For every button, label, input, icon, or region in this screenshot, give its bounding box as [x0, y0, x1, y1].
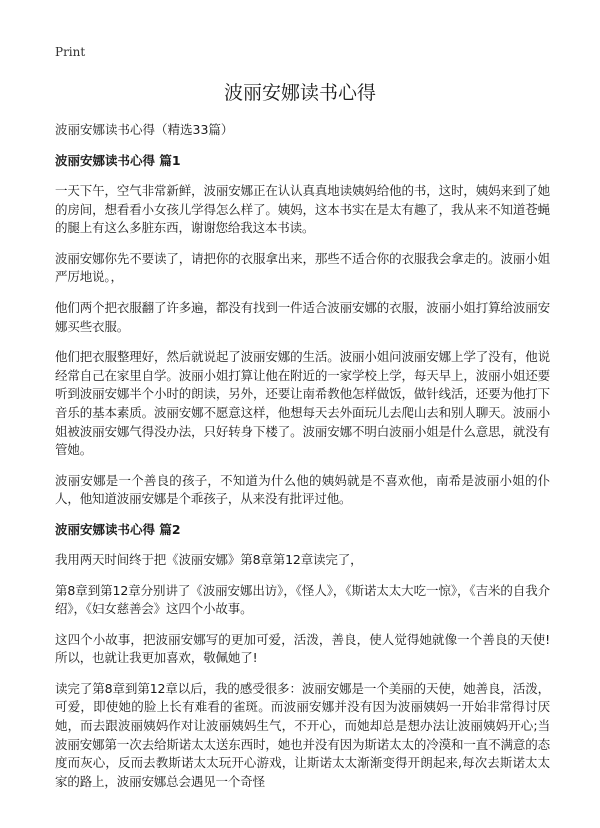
- print-link[interactable]: Print: [55, 45, 86, 59]
- paragraph: 波丽安娜你先不要读了，请把你的衣服拿出来，那些不适合你的衣服我会拿走的。波丽小姐严厉地说。，: [55, 250, 550, 285]
- paragraph: 他们两个把衣服翻了许多遍，都没有找到一件适合波丽安娜的衣服，波丽小姐打算给波丽安娜买些衣服。: [55, 299, 550, 334]
- document-title: 波丽安娜读书心得: [223, 82, 376, 104]
- section-heading: 波丽安娜读书心得 篇2: [55, 521, 181, 537]
- paragraph: 这四个小故事，把波丽安娜写的更加可爱，活泼，善良，使人觉得她就像一个善良的天使!所以，也就让我更加喜欢，敬佩她了!: [55, 631, 550, 666]
- section-1: [55, 152, 550, 509]
- paragraph: 波丽安娜是一个善良的孩子，不知道为什么他的姨妈就是不喜欢他，南希是波丽小姐的仆人，他知道波丽安娜是个乖孩子，从来没有批评过他。: [55, 472, 550, 507]
- document-subtitle: 波丽安娜读书心得（精选33篇）: [55, 122, 234, 137]
- paragraph: 他们把衣服整理好，然后就说起了波丽安娜的生活。波丽小姐问波丽安娜上学了没有，他说经常自己在家里自学。波丽小姐打算让他在附近的一家学校上学，每天早上，波丽小姐还要听到波丽安娜半个小时的朗读，另外，还要让南希教他怎样做饭，做针线活，还要为他打下音乐的基本素质。波丽安娜不愿意这样，他想每天去外面玩儿去爬山去和别人聊天。波丽小姐被波丽安娜气得没办法，只好转身下楼了。波丽安娜不明白波丽小姐是什么意思，就没有管她。: [55, 349, 550, 458]
- section-2: [55, 521, 550, 792]
- paragraph: 一天下午，空气非常新鲜，波丽安娜正在认认真真地读姨妈给他的书，这时，姨妈来到了她的房间，想看看小女孩儿学得怎么样了。姨妈，这本书实在是太有趣了，我从来不知道苍蝇的腿上有这么多脏东西，谢谢您给我这本书读。: [55, 183, 550, 236]
- paragraph: 第8章到第12章分别讲了《波丽安娜出访》，《怪人》，《斯诺太太大吃一惊》，《吉米的自我介绍》，《妇女慈善会》这四个小故事。: [55, 582, 550, 617]
- document-body: [55, 121, 550, 803]
- paragraph: 读完了第8章到第12章以后，我的感受很多：波丽安娜是一个美丽的天使，她善良，活泼，可爱，即使她的脸上长有难看的雀斑。而波丽安娜并没有因为波丽姨妈一开始非常得讨厌她，而去跟波丽姨妈作对让波丽姨妈生气，不开心，而她却总是想办法让波丽姨妈开心;当波丽安娜第一次去给斯诺太太送东西时，她也并没有因为斯诺太太的冷漠和一直不满意的态度而灰心，反而去教斯诺太太玩开心游戏，让斯诺太太渐渐变得开朗起来,每次去斯诺太太家的路上，波丽安娜总会遇见一个奇怪: [55, 680, 550, 789]
- paragraph: 我用两天时间终于把《波丽安娜》第8章第12章读完了，: [55, 551, 363, 567]
- section-heading: 波丽安娜读书心得 篇1: [55, 153, 181, 168]
